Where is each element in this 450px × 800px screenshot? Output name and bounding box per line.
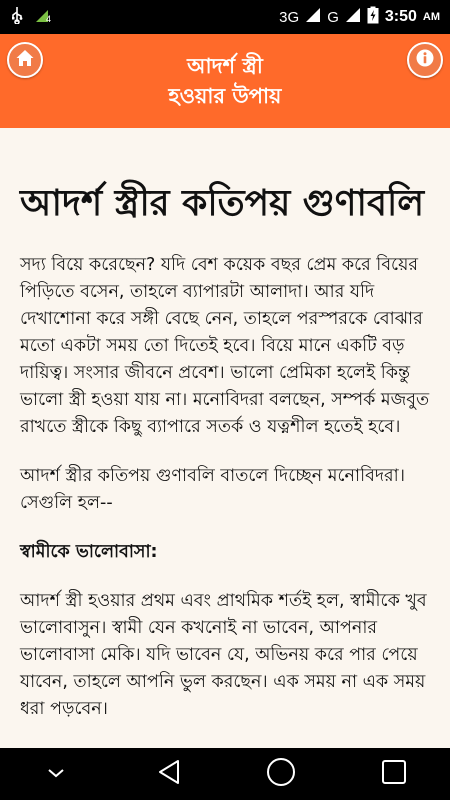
system-nav-bar xyxy=(0,748,450,800)
clock-time: 3:50 xyxy=(384,8,417,25)
info-icon xyxy=(415,48,435,72)
svg-text:4: 4 xyxy=(46,14,52,24)
article-paragraph-1: সদ্য বিয়ে করেছেন? যদি বেশ কয়েক বছর প্রেম করে বিয়ের পিড়িতে বসেন, তাহলে ব্যাপারটা আলাদা। আর যদি দেখাশোনা করে সঙ্গী বেছে নেন, তাহলে পরস্পরকে বোঝার মতো একটা সময় তো দিতেই হবে। বিয়ে মানে একটি বড় দায়িত্ব। সংসার জীবনে প্রবেশ। ভালো প্রেমিকা হলেই কিন্তু ভালো স্ত্রী হওয়া যায় না। মনোবিদরা বলছেন, সম্পর্ক মজবুত রাখতে স্ত্রীকে কিছু ব্যাপারে সতর্ক ও যত্নশীল হতেই হবে। xyxy=(20,255,430,437)
info-button[interactable] xyxy=(407,42,443,78)
circle-home-icon xyxy=(265,756,297,792)
signal-strength-icon xyxy=(305,7,321,28)
nav-down-button[interactable] xyxy=(26,748,86,800)
app-header xyxy=(0,34,450,128)
page-title xyxy=(169,51,282,111)
recents-button[interactable] xyxy=(364,748,424,800)
article-paragraph-2: আদর্শ স্ত্রীর কতিপয় গুণাবলি বাতলে দিচ্ছেন মনোবিদরা। সেগুলি হল-- xyxy=(20,466,405,513)
usb-icon xyxy=(10,6,24,28)
network-3g-label: 3G xyxy=(279,8,300,26)
signal-badge-icon xyxy=(34,6,54,28)
article-subheading: স্বামীকে ভালোবাসা: xyxy=(20,542,158,562)
chevron-down-icon xyxy=(46,765,66,784)
article-content[interactable] xyxy=(0,128,450,748)
home-nav-button[interactable] xyxy=(251,748,311,800)
status-left xyxy=(10,6,54,28)
home-icon xyxy=(15,48,35,72)
title-line-1: আদর্শ স্ত্রী xyxy=(187,54,263,78)
clock-ampm: AM xyxy=(422,11,440,23)
square-recents-icon xyxy=(380,758,408,790)
back-triangle-icon xyxy=(156,758,182,790)
status-bar xyxy=(0,0,450,34)
article-title: আদর্শ স্ত্রীর কতিপয় গুণাবলি xyxy=(20,183,425,224)
title-line-2: হওয়ার উপায় xyxy=(168,84,282,108)
status-right xyxy=(279,6,440,29)
back-button[interactable] xyxy=(139,748,199,800)
battery-charging-icon xyxy=(367,6,379,29)
article-paragraph-3: আদর্শ স্ত্রী হওয়ার প্রথম এবং প্রাথমিক শর্তই হল, স্বামীকে খুব ভালোবাসুন। স্বামী যেন কখনোই না ভাবেন, আপনার ভালোবাসা মেকি। যদি ভাবেন যে, অভিনয় করে পার পেয়ে যাবেন, তাহলে আপনি ভুল করছেন। এক সময় না এক সময় ধরা পড়বেন। xyxy=(20,591,427,719)
network-g-label: G xyxy=(327,8,339,26)
signal-strength-2-icon xyxy=(345,7,361,28)
home-button[interactable] xyxy=(7,42,43,78)
